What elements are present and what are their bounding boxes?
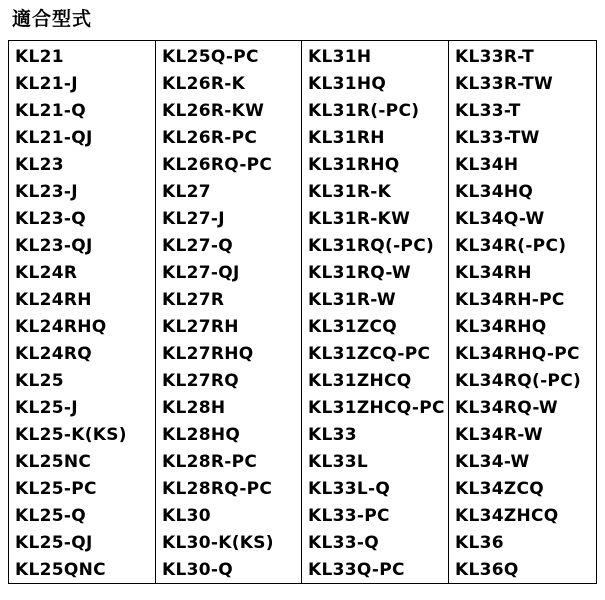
model-cell: KL30-Q — [156, 556, 302, 584]
model-cell: KL31RQ-W — [302, 259, 449, 286]
model-cell: KL34R-W — [449, 421, 597, 448]
table-row — [9, 448, 597, 475]
model-cell: KL36 — [449, 529, 597, 556]
model-cell: KL21-Q — [9, 97, 156, 124]
table-row — [9, 502, 597, 529]
model-cell: KL25QNC — [9, 556, 156, 584]
table-row — [9, 313, 597, 340]
model-cell: KL34Q-W — [449, 205, 597, 232]
table-row — [9, 70, 597, 97]
model-cell: KL31R-KW — [302, 205, 449, 232]
model-cell: KL34RQ-W — [449, 394, 597, 421]
model-cell: KL25-J — [9, 394, 156, 421]
model-cell: KL27R — [156, 286, 302, 313]
model-cell: KL33-T — [449, 97, 597, 124]
model-cell: KL23-Q — [9, 205, 156, 232]
page-title: 適合型式 — [12, 8, 93, 30]
model-cell: KL23-QJ — [9, 232, 156, 259]
model-cell: KL21 — [9, 41, 156, 71]
model-cell: KL27 — [156, 178, 302, 205]
model-cell: KL27RQ — [156, 367, 302, 394]
model-cell: KL33 — [302, 421, 449, 448]
model-cell: KL31ZCQ — [302, 313, 449, 340]
model-cell: KL31ZHCQ — [302, 367, 449, 394]
model-cell: KL34RH — [449, 259, 597, 286]
model-cell: KL33-Q — [302, 529, 449, 556]
model-cell: KL31HQ — [302, 70, 449, 97]
model-cell: KL26R-K — [156, 70, 302, 97]
model-cell: KL28RQ-PC — [156, 475, 302, 502]
table-row — [9, 151, 597, 178]
table-row — [9, 178, 597, 205]
model-cell: KL33L — [302, 448, 449, 475]
model-cell: KL34RHQ-PC — [449, 340, 597, 367]
model-cell: KL31RH — [302, 124, 449, 151]
compatible-models-table — [8, 40, 597, 584]
model-cell: KL25NC — [9, 448, 156, 475]
model-cell: KL31ZCQ-PC — [302, 340, 449, 367]
table-row — [9, 286, 597, 313]
model-cell: KL25 — [9, 367, 156, 394]
model-cell: KL27RH — [156, 313, 302, 340]
model-cell: KL33-TW — [449, 124, 597, 151]
table-row — [9, 475, 597, 502]
table-row — [9, 259, 597, 286]
model-cell: KL25-Q — [9, 502, 156, 529]
model-cell: KL21-QJ — [9, 124, 156, 151]
table-row — [9, 367, 597, 394]
model-cell: KL34H — [449, 151, 597, 178]
table-row — [9, 421, 597, 448]
model-cell: KL31R(-PC) — [302, 97, 449, 124]
model-cell: KL34ZCQ — [449, 475, 597, 502]
model-cell: KL33Q-PC — [302, 556, 449, 584]
model-cell: KL27-Q — [156, 232, 302, 259]
model-cell: KL31RHQ — [302, 151, 449, 178]
model-cell: KL23 — [9, 151, 156, 178]
model-cell: KL23-J — [9, 178, 156, 205]
model-cell: KL34-W — [449, 448, 597, 475]
model-cell: KL26R-PC — [156, 124, 302, 151]
model-cell: KL21-J — [9, 70, 156, 97]
model-cell: KL27-QJ — [156, 259, 302, 286]
model-cell: KL36Q — [449, 556, 597, 584]
model-cell: KL34RQ(-PC) — [449, 367, 597, 394]
table-row — [9, 556, 597, 584]
model-cell: KL28R-PC — [156, 448, 302, 475]
model-cell: KL28HQ — [156, 421, 302, 448]
model-cell: KL34ZHCQ — [449, 502, 597, 529]
model-cell: KL27RHQ — [156, 340, 302, 367]
model-cell: KL24RH — [9, 286, 156, 313]
model-cell: KL24RHQ — [9, 313, 156, 340]
table-row — [9, 529, 597, 556]
model-cell: KL30 — [156, 502, 302, 529]
model-cell: KL30-K(KS) — [156, 529, 302, 556]
model-cell: KL34RHQ — [449, 313, 597, 340]
model-cell: KL31RQ(-PC) — [302, 232, 449, 259]
model-cell: KL34RH-PC — [449, 286, 597, 313]
table-row — [9, 340, 597, 367]
model-cell: KL33-PC — [302, 502, 449, 529]
model-cell: KL33L-Q — [302, 475, 449, 502]
table-row — [9, 97, 597, 124]
model-cell: KL31H — [302, 41, 449, 71]
table-row — [9, 394, 597, 421]
model-cell: KL33R-T — [449, 41, 597, 71]
model-cell: KL25Q-PC — [156, 41, 302, 71]
table-row — [9, 205, 597, 232]
table-row — [9, 232, 597, 259]
table-row — [9, 41, 597, 71]
model-cell: KL24RQ — [9, 340, 156, 367]
table-row — [9, 124, 597, 151]
model-cell: KL25-PC — [9, 475, 156, 502]
model-cell: KL27-J — [156, 205, 302, 232]
model-cell: KL31R-K — [302, 178, 449, 205]
model-cell: KL34HQ — [449, 178, 597, 205]
model-cell: KL34R(-PC) — [449, 232, 597, 259]
model-cell: KL31R-W — [302, 286, 449, 313]
model-cell: KL31ZHCQ-PC — [302, 394, 449, 421]
model-cell: KL26R-KW — [156, 97, 302, 124]
model-cell: KL25-QJ — [9, 529, 156, 556]
model-cell: KL24R — [9, 259, 156, 286]
model-cell: KL28H — [156, 394, 302, 421]
model-cell: KL33R-TW — [449, 70, 597, 97]
model-cell: KL26RQ-PC — [156, 151, 302, 178]
model-cell: KL25-K(KS) — [9, 421, 156, 448]
